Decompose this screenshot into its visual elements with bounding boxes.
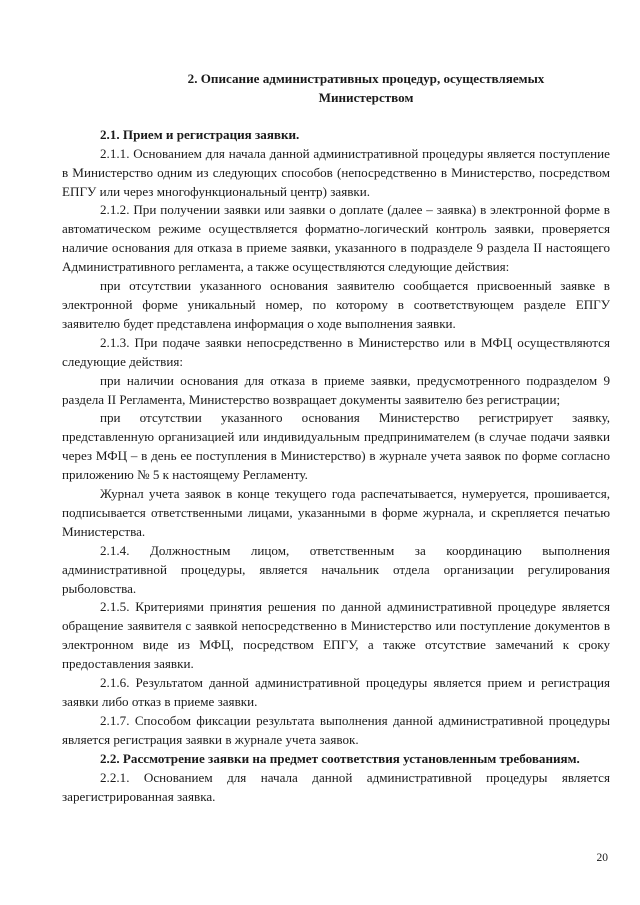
subsection-title-2-1: 2.1. Прием и регистрация заявки.: [100, 126, 300, 142]
paragraph-2-1-6: 2.1.6. Результатом данной административной процедуры является прием и регистрация заявки либо отказ в приеме заявки.: [62, 675, 610, 709]
document-page: [62, 70, 610, 806]
paragraph-2-1-3-registration: при отсутствии указанного основания Министерство регистрирует заявку, представленную организацией или индивидуальным предпринимателем (в случае подачи заявки через МФЦ – в день ее поступления в Министерство) в журнале учета заявок по форме согласно приложению № 5 к настоящему Регламенту.: [62, 410, 610, 483]
paragraph-2-1-4: 2.1.4. Должностным лицом, ответственным за координацию выполнения административной процедуры, является начальник отдела организации регулирования рыболовства.: [62, 542, 610, 596]
subsection-title-2-2: 2.2. Рассмотрение заявки на предмет соответствия установленным требованиям.: [100, 750, 580, 766]
paragraph-2-1-1: 2.1.1. Основанием для начала данной административной процедуры является поступление в Министерство одним из следующих способов (непосредственно в Министерство, посредством ЕПГУ или через многофункциональный центр) заявки.: [62, 145, 610, 199]
section-heading: [62, 70, 610, 108]
paragraph-2-1-3: 2.1.3. При подаче заявки непосредственно в Министерство или в МФЦ осуществляются следующие действия:: [62, 334, 610, 369]
section-title-line-1: 2. Описание административных процедур, осуществляемых: [187, 71, 545, 86]
section-title-line-2: Министерством: [318, 89, 414, 105]
paragraph-journal: Журнал учета заявок в конце текущего года распечатывается, нумеруется, прошивается, подписывается ответственными лицами, указанными в форме журнала, и скрепляется печатью Министерства.: [62, 486, 610, 539]
paragraph-2-1-2: 2.1.2. При получении заявки или заявки о доплате (далее – заявка) в электронной форме в автоматическом режиме осуществляется форматно-логический контроль заявки, проверяется наличие основания для отказа в приеме заявки, указанного в подразделе 9 раздела II настоящего Административного регламента, а также осуществляются следующие действия:: [62, 202, 610, 275]
paragraph-2-1-7: 2.1.7. Способом фиксации результата выполнения данной административной процедуры является регистрация заявки в журнале учета заявок.: [62, 712, 610, 747]
page-number: 20: [596, 852, 608, 864]
paragraph-2-2-1: 2.2.1. Основанием для начала данной административной процедуры является зарегистрированная заявка.: [62, 769, 610, 804]
paragraph-2-1-5: 2.1.5. Критериями принятия решения по данной административной процедуре является обращение заявителя с заявкой непосредственно в Министерство или поступление документов в электронном виде из МФЦ, посредством ЕПГУ, а также отсутствие замечаний к сроку предоставления заявки.: [62, 599, 610, 672]
paragraph-2-1-2-action: при отсутствии указанного основания заявителю сообщается присвоенный заявке в электронной форме уникальный номер, по которому в соответствующем разделе ЕПГУ заявителю будет представлена информация о ходе выполнения заявки.: [62, 278, 610, 331]
paragraph-2-1-3-refusal: при наличии основания для отказа в приеме заявки, предусмотренного подразделом 9 раздела II Регламента, Министерство возвращает документы заявителю без регистрации;: [62, 372, 610, 407]
